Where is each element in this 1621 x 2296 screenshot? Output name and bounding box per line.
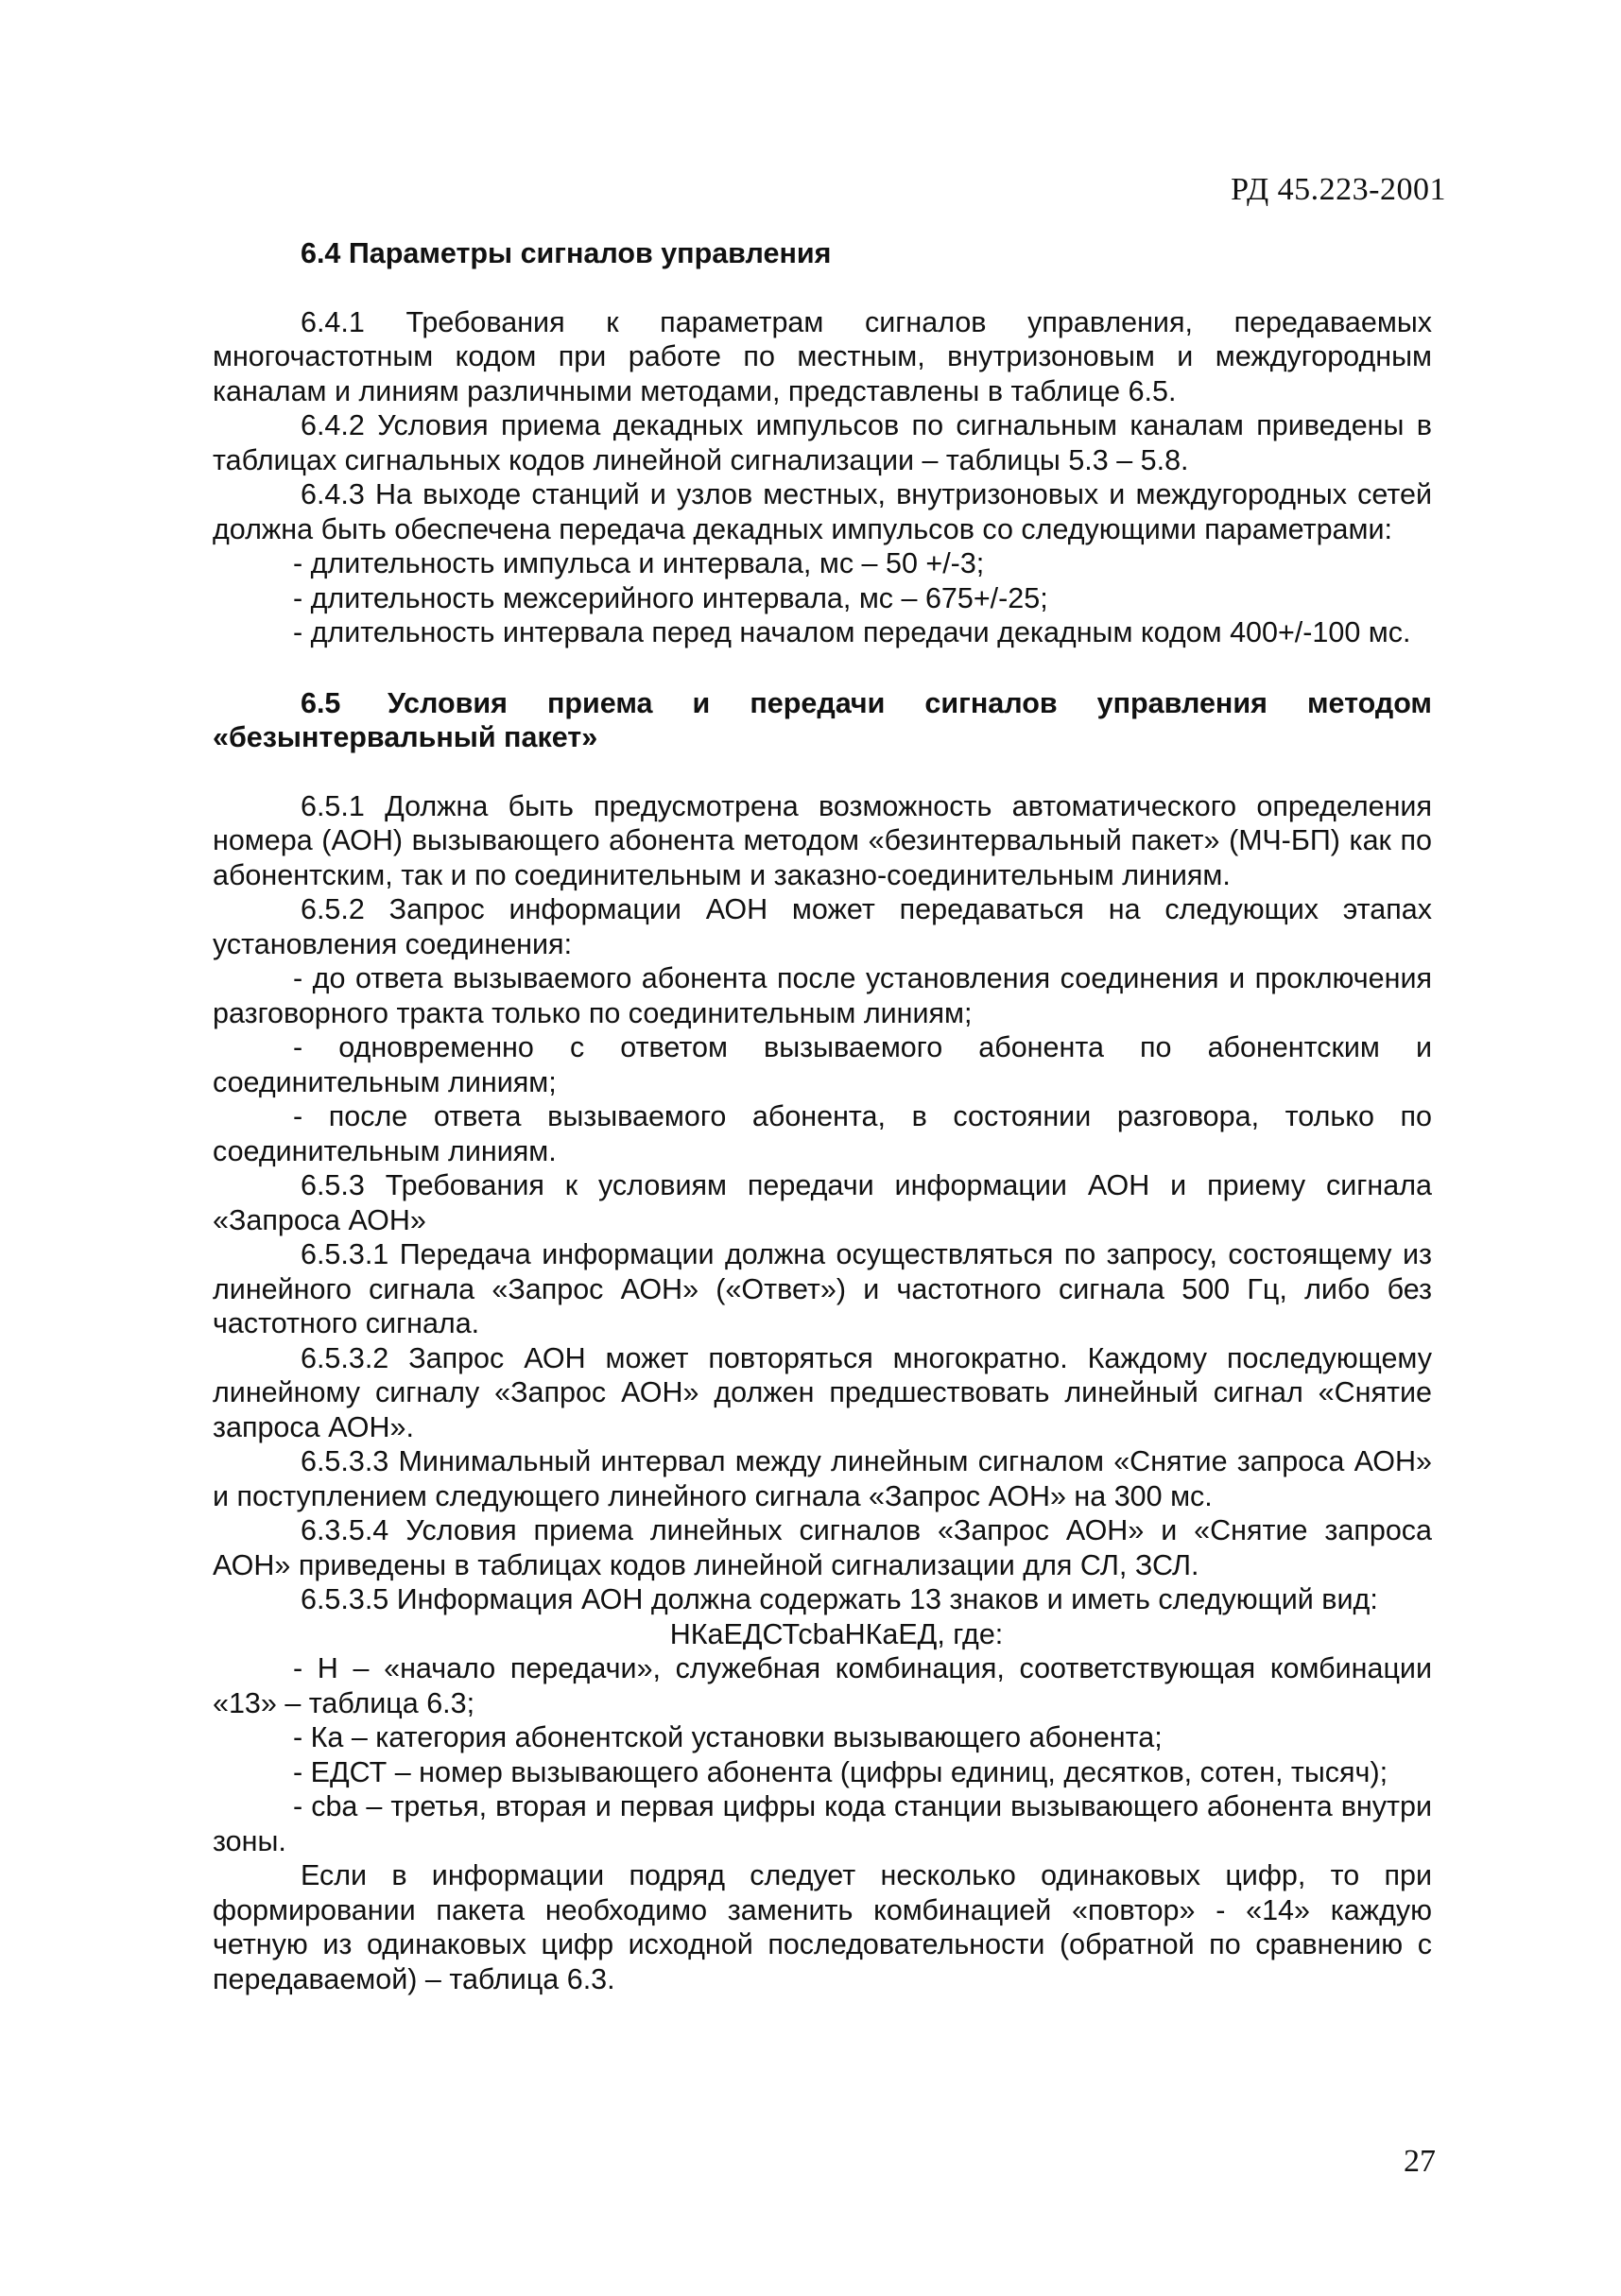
definition-item: - Ка – категория абонентской установки вызывающего абонента; (293, 1721, 1163, 1753)
paragraph-final: Если в информации подряд следует несколько одинаковых цифр, то при формировании пакета необходимо заменить комбинацией «повтор» - «14» каждую четную из одинаковых цифр исходной последовательности (обратной по сравнению с передаваемой) – таблица 6.3. (213, 1859, 1432, 1995)
page-number: 27 (1404, 2144, 1436, 2179)
paragraph-6-5-1: 6.5.1 Должна быть предусмотрена возможность автоматического определения номера (АОН) вызывающего абонента методом «безинтервальный пакет» (МЧ-БП) как по абонентским, так и по соединительным и заказно-соединительным линиям. (213, 789, 1432, 891)
paragraph-6-4-3: 6.4.3 На выходе станций и узлов местных, внутризоновых и междугородных сетей должна быть обеспечена передача декадных импульсов со следующими параметрами: (213, 478, 1432, 545)
section-6-5-heading (213, 686, 1432, 755)
document-code: РД 45.223-2001 (1231, 172, 1446, 207)
spacer (213, 755, 1432, 789)
paragraph-6-4-1: 6.4.1 Требования к параметрам сигналов управления, передаваемых многочастотным кодом при работе по местным, внутризоновым и междугородным каналам и линиям различными методами, представлены в таблице 6.5. (213, 305, 1432, 407)
section-6-5-number: 6.5 (301, 686, 341, 719)
paragraph-6-5-2: 6.5.2 Запрос информации АОН может передаваться на следующих этапах установления соединения: (213, 893, 1432, 960)
definition-item: - ЕДСТ – номер вызывающего абонента (цифры единиц, десятков, сотен, тысяч); (293, 1755, 1388, 1788)
paragraph-6-5-3-3: 6.5.3.3 Минимальный интервал между линейным сигналом «Снятие запроса АОН» и поступлением следующего линейного сигнала «Запрос АОН» на 300 мс. (213, 1445, 1432, 1512)
section-6-4-heading: 6.4 Параметры сигналов управления (301, 237, 832, 269)
list-item: - длительность импульса и интервала, мс – 50 +/-3; (293, 547, 985, 579)
definition-item: - cba – третья, вторая и первая цифры кода станции вызывающего абонента внутри зоны. (213, 1790, 1432, 1857)
paragraph-6-3-5-4: 6.3.5.4 Условия приема линейных сигналов «Запрос АОН» и «Снятие запроса АОН» приведены в таблицах кодов линейной сигнализации для СЛ, ЗСЛ. (213, 1514, 1432, 1581)
list-item: - после ответа вызываемого абонента, в состоянии разговора, только по соединительным линиям. (213, 1100, 1432, 1167)
paragraph-6-4-2: 6.4.2 Условия приема декадных импульсов по сигнальным каналам приведены в таблицах сигнальных кодов линейной сигнализации – таблицы 5.3 – 5.8. (213, 409, 1432, 476)
list-item: - одновременно с ответом вызываемого абонента по абонентским и соединительным линиям; (213, 1031, 1432, 1098)
spacer (213, 271, 1432, 305)
paragraph-6-5-3-1: 6.5.3.1 Передача информации должна осуществляться по запросу, состоящему из линейного сигнала «Запрос АОН» («Ответ») и частотного сигнала 500 Гц, либо без частотного сигнала. (213, 1238, 1432, 1339)
list-item: - длительность межсерийного интервала, мс – 675+/-25; (293, 581, 1048, 614)
aon-format-formula: НКаЕДСТсbаНКаЕД, где: (669, 1617, 1004, 1650)
section-6-5-title: Условия приема и передачи сигналов управления методом «безынтервальный пакет» (213, 686, 1432, 753)
spacer (213, 650, 1432, 686)
list-item: - длительность интервала перед началом передачи декадным кодом 400+/-100 мс. (293, 616, 1411, 648)
paragraph-6-5-3: 6.5.3 Требования к условиям передачи информации АОН и приему сигнала «Запроса АОН» (213, 1169, 1432, 1236)
page-content (213, 236, 1432, 1996)
list-item: - до ответа вызываемого абонента после установления соединения и проключения разговорного тракта только по соединительным линиям; (213, 962, 1432, 1029)
paragraph-6-5-3-5: 6.5.3.5 Информация АОН должна содержать 13 знаков и иметь следующий вид: (301, 1583, 1378, 1615)
definition-item: - Н – «начало передачи», служебная комбинация, соответствующая комбинации «13» – таблица 6.3; (213, 1652, 1432, 1719)
paragraph-6-5-3-2: 6.5.3.2 Запрос АОН может повторяться многократно. Каждому последующему линейному сигналу «Запрос АОН» должен предшествовать линейный сигнал «Снятие запроса АОН». (213, 1341, 1432, 1443)
